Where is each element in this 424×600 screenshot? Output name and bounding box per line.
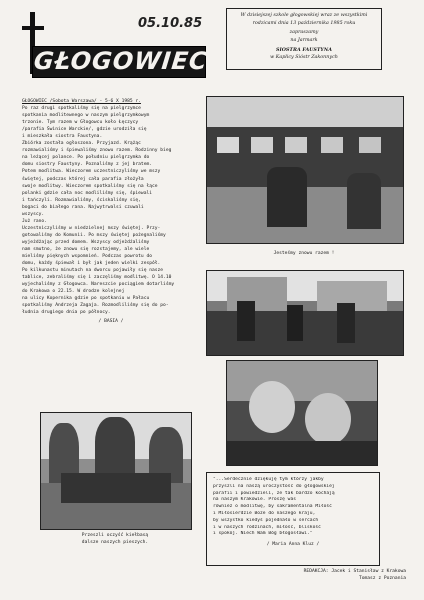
article-line: gotowaliśmy do Komunii. Po mszy świętej pożegnaliśmy	[22, 232, 166, 238]
quote-line: i w naszych rodzinach, miłość, bliskość	[213, 524, 321, 530]
article-line: spotkaliśmy Andrzeja Zagaja. Rozmodliliśmy się do po-	[22, 303, 169, 309]
article-line: /parafia Świnice Warckie/, gdzie urodziła się	[22, 127, 147, 133]
photo-train-caption: Jesteśmy znowu razem !	[273, 251, 335, 256]
quote-body	[213, 477, 373, 538]
article-line: swoje modlitwy. Wieczorem spotkaliśmy się na łące	[22, 183, 158, 189]
article-line: rozmawialiśmy i śpiewaliśmy znowu razem. Rodzinny bieg	[22, 148, 172, 154]
photo-field-caption-1: Przeszli oczyść kiełbasą	[81, 533, 149, 538]
article-line: trzonie. Tym razem w Głogowcu koło Łęczycy	[22, 120, 139, 126]
article-line: na leżącej polance. Po południu pielgrzymka do	[22, 155, 150, 161]
article-line: Zbiórka została ogłoszona. Przyjazd. Krążąc	[22, 141, 141, 147]
article-line: domu siostry Faustyny. Poznaliśmy z jej bratem.	[22, 162, 152, 168]
newsletter-title: GŁOGOWIEC	[32, 47, 210, 75]
article-line: Już rano.	[22, 218, 47, 224]
main-article	[22, 98, 200, 326]
article-line: mieliśmy pięknych wspomnień. Podczas powrotu do	[22, 254, 152, 260]
photo-train	[206, 96, 404, 244]
footer-line: REDAKCJA: Jacek i Stanisław z Krakowa	[303, 569, 406, 574]
article-line: łudnia drugiego dnia po północy.	[22, 310, 111, 316]
article-line: świętej, podczas której cała parafia złożyła	[22, 176, 144, 182]
article-line: do Krakowa o 22.15. W drodze kolejnej	[22, 289, 125, 295]
announcement-line: na Jarmark	[290, 38, 318, 44]
quote-line: przyszli na naszą uroczystość do głogowskiej	[213, 483, 335, 489]
article-line: polanki gdzie cała noc modliliśmy się, śpiewali	[22, 190, 152, 196]
footer-line: Tomasz z Poznania	[358, 576, 406, 581]
article-line: tablice, zebraliśmy się i zaczęliśmy modlitwę. O 14.10	[22, 275, 172, 281]
article-signature: / BASIA /	[98, 319, 124, 325]
cross-icon-bar	[22, 26, 44, 30]
quote-signature: / Maria Anna Kluz /	[266, 542, 320, 548]
photo-portrait	[226, 360, 378, 466]
quote-line: na naszym Krakowie. Proszę was	[213, 497, 296, 503]
quote-line: parafii i powiedzieli, że tak bardzo kochają	[213, 490, 335, 496]
editorial-footer	[256, 568, 406, 582]
article-line: spotkania modlitewnego w naszym pielgrzymkowym	[22, 113, 150, 119]
article-line: Po raz drugi spotkaliśmy się na pielgrzymce	[22, 106, 141, 112]
quote-line: i Miłosierdzie Boże do naszego kraju,	[213, 510, 316, 516]
announcement-line: W dzisiejszej szkole głogowskiej wraz ze wszystkimi	[240, 13, 368, 18]
quote-line: również o modlitwę, by sakramentalna Miłość	[213, 504, 332, 510]
quote-box	[206, 472, 380, 566]
article-headline: GŁOGOWIEC /Sobota Warszawa/ - 5-6 X 1985 r.	[22, 99, 141, 104]
photo-field	[40, 412, 192, 530]
article-line: Po kilkunastu minutach na dworcu pojawiły się nasze	[22, 268, 164, 274]
article-line: na ulicy Kopernika gdzie po spotkaniu w Pałacu	[22, 296, 150, 302]
article-line: nam smutno, że znowu się rozstajemy, ale wiele	[22, 246, 150, 252]
article-line: domu, każdy śpiewał i był jak jeden wielki zespół.	[22, 261, 161, 267]
article-line: wyjechaliśmy z Głogowca. Nareszcie pociągiem dotarliśmy	[22, 282, 175, 288]
masthead	[22, 12, 218, 78]
quote-line: i spokój. Niech Wam Bóg błogosławi."	[213, 531, 313, 537]
article-line: i tańczyli. Rozmawialiśmy, ściskaliśmy się,	[22, 197, 141, 203]
announcement-box	[226, 8, 382, 70]
photo-street	[206, 270, 404, 356]
article-line: Uczestniczyliśmy w niedzielnej mszy świętej. Przy-	[22, 225, 161, 231]
article-line: Potem modlitwa. Wieczorem uczestniczyliśmy we mszy	[22, 169, 161, 175]
announcement-line: SIOSTRA FAUSTYNA	[276, 46, 332, 53]
photo-field-caption-2: dalsze naszych pieszych.	[81, 540, 149, 545]
announcement-line: w Kaplicy Sióstr Zakonnych	[270, 55, 338, 61]
article-line: i mieszkała siostra Faustyna.	[22, 134, 103, 140]
announcement-line: rodzicami dnia 13 października 1985 roku	[252, 21, 356, 27]
article-line: wszyscy.	[22, 211, 45, 217]
quote-line: "...Serdecznie dziękuję tym którzy jakby	[213, 477, 324, 482]
article-line: wyjeżdżając przed domem. Wszyscy odjeżdżaliśmy	[22, 239, 150, 245]
issue-date: 05.10.85	[138, 16, 203, 31]
quote-line: by wszystko kiedyś pojednało w sercach	[213, 517, 319, 523]
article-body	[22, 105, 200, 316]
article-line: bogaci do białego rana. Najwytrwalsi czuwali	[22, 204, 144, 210]
announcement-line: zapraszamy	[289, 29, 319, 35]
